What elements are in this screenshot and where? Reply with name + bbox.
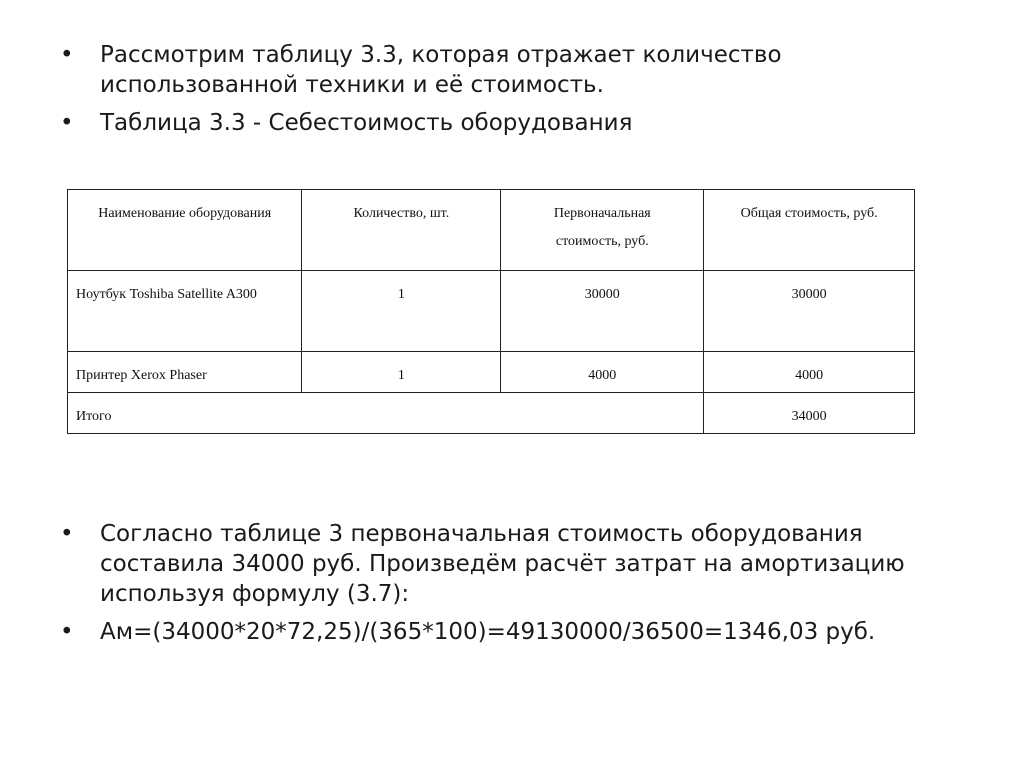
intro-bullet — [60, 40, 960, 100]
formula-text: Ам=(34000*20*72,25)/(365*100)=49130000/36500=1346,03 руб. — [100, 619, 876, 645]
table-header-row — [68, 190, 915, 271]
total-value: 34000 — [704, 393, 915, 434]
table-caption: Таблица 3.3 - Себестоимость оборудования — [100, 110, 633, 136]
header-total-cost: Общая стоимость, руб. — [704, 190, 915, 271]
bullet-icon: • — [60, 521, 74, 547]
cell-total-cost: 4000 — [704, 352, 915, 393]
conclusion-bullet-list — [60, 519, 960, 655]
intro-text: Рассмотрим таблицу 3.3, которая отражает количество использованной техники и её стоимость. — [100, 42, 782, 98]
cell-name: Ноутбук Toshiba Satellite A300 — [68, 271, 302, 352]
cell-quantity: 1 — [302, 271, 501, 352]
table-row — [68, 352, 915, 393]
cell-initial-cost: 30000 — [501, 271, 704, 352]
conclusion-text: Согласно таблице 3 первоначальная стоимость оборудования составила 34000 руб. Произведём расчёт затрат на амортизацию используя формулу (3.7): — [100, 521, 905, 607]
header-initial-cost: Первоначальная стоимость, руб. — [501, 190, 704, 271]
cell-initial-cost: 4000 — [501, 352, 704, 393]
cell-total-cost: 30000 — [704, 271, 915, 352]
bullet-icon: • — [60, 619, 74, 645]
equipment-cost-table — [67, 189, 915, 434]
formula-bullet — [60, 617, 960, 647]
header-quantity: Количество, шт. — [302, 190, 501, 271]
intro-bullet-list — [60, 40, 960, 146]
total-label: Итого — [68, 393, 704, 434]
bullet-icon: • — [60, 42, 74, 68]
bullet-icon: • — [60, 110, 74, 136]
cell-quantity: 1 — [302, 352, 501, 393]
cell-name: Принтер Xerox Phaser — [68, 352, 302, 393]
table-row — [68, 271, 915, 352]
conclusion-bullet — [60, 519, 960, 609]
header-name: Наименование оборудования — [68, 190, 302, 271]
table-caption-bullet — [60, 108, 960, 138]
table-total-row — [68, 393, 915, 434]
